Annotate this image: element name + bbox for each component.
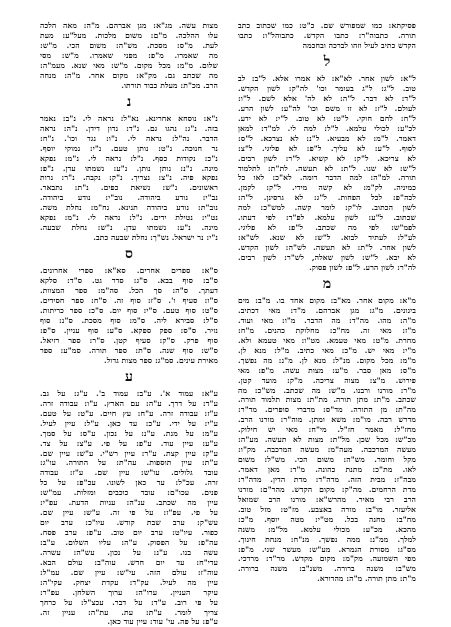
abbreviation-line: מינה. נ"ע: נשמתו עדן. נ"ש: נחלת שבעה. <box>40 223 218 233</box>
abbreviation-line: ראשונים. נ"ש: נשיאת כפים. נ"ת: נתבאר. <box>40 183 218 193</box>
abbreviation-section <box>40 115 218 242</box>
abbreviation-line: צריך לומר. ע"ת: עת. עת"ה: עניין זה. <box>40 607 218 617</box>
abbreviation-line: מ"א: מקום אחר. מא"ב: מקום אחד בו. מ"ב: מים <box>238 296 416 306</box>
abbreviation-section <box>238 297 416 583</box>
abbreviation-line: מחז"ל: מאמר חז"ל. מי"ח: מאי יש חילוק. <box>238 425 416 435</box>
abbreviation-line: לכ"ע: לכולי עלמא. ל"ל: למה לי. למ"ד: למאן <box>238 123 416 133</box>
abbreviation-line: מה"ת: מן התורה. מד"ס: מדברי סופרים. מד"ר: <box>238 405 416 415</box>
abbreviation-line: עיקר העניין. ערו"ה: ערוך השלחן. עפ"ר: <box>40 587 218 597</box>
abbreviation-line: לאו. מת"כ: מתנת כהונה. מ"ד: מאן דאמר. <box>238 465 416 474</box>
abbreviation-line: נ"א: נוסחא אחרינא. נא"ל: נראה לי. נ"ב: נאמר <box>40 113 218 123</box>
abbreviation-line: נב"י: נודע ביהודה. נוב"י: נודע ביהודה. <box>40 193 218 203</box>
abbreviation-line: נט"י: נטילת ידים. נ"ל: נראה לי. נ"מ: נפקא <box>40 213 218 223</box>
abbreviation-line: לסוף. ל"ע: לא עליך. ל"פ: לא פליגי. ל"צ: <box>238 143 416 153</box>
abbreviation-line: ע"מ: על מנת. ע"נ: על נכון. ע"ס: על סמך. <box>40 428 218 438</box>
abbreviation-line: מש"ב: משנה ברורה. משנ"ב: משנה ברורה. <box>238 564 416 574</box>
abbreviation-section <box>238 22 416 50</box>
abbreviation-line: לעת. מ"ס: מסכת. מש"ה: משום הכי. מ"ש: <box>40 40 218 50</box>
abbreviation-line: תורה. למ"ה: למה הדבר דומה. לא"כ: לאו כל <box>238 173 416 183</box>
abbreviation-line: מ"מ: מכל מקום. מנ"ל: מנא לן. מ"נ: מה נפשך. <box>238 355 416 365</box>
abbreviation-line: מ"י: מאי יש. מ"כ: מאי כתיב. מ"ל: מנא לן. <box>238 345 416 355</box>
abbreviation-line: נזיר. ס"ס: ספק ספקא. ס"ע: סוף עניין. ס"פ: <box>40 325 218 335</box>
abbreviation-line: מעשה המרכבה. מעה"מ: מעשה המרכבה. מק"ו: <box>238 445 416 455</box>
abbreviation-line: נר חנוכה. נ"ט: נותן טעם. נ"י: נמוקי יוסף. <box>40 143 218 153</box>
right-column <box>238 22 416 590</box>
abbreviation-line: מינה. נ"נ: נותן נותן. נ"ע: נשמתו עדן. נ"פ: <box>40 163 218 173</box>
abbreviation-line: נ"כ: נקודות כסף. נ"ל: נראה לי. נ"מ: נפקא <box>40 153 218 163</box>
abbreviation-line: עה"פ: על הפסוק. ע"ה: עליו השלום. ע"ב: <box>40 537 218 547</box>
abbreviation-line: בזה. נ"ג: נהגו גם. נ"ד: נדון דידן. נ"ה: נראה <box>40 123 218 133</box>
abbreviation-line: ע"י: על ידי. ע"כ: עד כאן. ע"ל: עיין לעיל. <box>40 418 218 428</box>
abbreviation-line: מדרש רבה. מו"מ: משא ומתן. מוה"ר: מורנו הרב. <box>238 415 416 425</box>
abbreviation-line: מ"ס: מאן סבר. מ"ע: מצות עשה. מ"פ: מאי <box>238 365 416 375</box>
abbreviation-line: לשון אחר. ל"ת: לא תעשה. לש"ה: לשון הקדש. <box>238 243 416 252</box>
abbreviation-line: לכה"פ: לכל הפחות. ל"ג: לא גרסינן. ל"ה: <box>238 193 416 203</box>
abbreviation-line: ע"א: עמוד א'. ע"ב: עמוד ב'. ע"ג: על גב. <box>40 388 218 398</box>
abbreviation-line: כמיניה. לק"מ: לא קשה מידי. ל"ק: לקמן. <box>238 183 416 193</box>
abbreviation-line: לע"ל: לעתיד לבוא. ל"ש: לא שנא. לש"א: <box>238 233 416 243</box>
abbreviation-line: לעולם. ל"ז: לא זז משם וכו' לה"ע: לשון הרע. <box>238 103 416 113</box>
abbreviation-line: כפור. עיו"ט: ערב יום טוב. ע"פ: ערב פסח. <box>40 528 218 537</box>
abbreviation-line: לא יבא. ל"ש: לשון שאלה, לש"ר: לשון רבים. <box>238 252 416 262</box>
abbreviation-line: עוה"ז: עולם הזה. עי"ש: עיין שם. עמ"ל: <box>40 567 218 577</box>
abbreviation-line: ס"ל: סבירא ליה. ס"מ: סוף מסכת. ס"נ: סוף <box>40 315 218 325</box>
abbreviation-line: מח"ב: מחנה בכל. מט"י: מטה יוסף. מ"כ: <box>238 514 416 524</box>
abbreviation-line: הרב. מכ"ת: מעלת כבוד תורתו. <box>121 80 218 90</box>
abbreviation-line: הקדש כתיב לעיל וזהו לברכה ובחכמה <box>302 40 416 50</box>
abbreviation-line: מאירת עינים. סמ"ג: ספר מצות גדול. <box>104 355 218 365</box>
abbreviation-line: זרה. עכ"ל: עד כאן לשונו. עכ"פ: על כל <box>40 478 218 488</box>
abbreviation-line: עדי"ח: עד יום חדש. עוה"ב: עולם הבא. <box>40 557 218 567</box>
abbreviation-line: בינונים. מ"ג: מגן אברהם. מ"ד: מאי דכתיב. <box>238 306 416 315</box>
abbreviation-line: נ"י: נר ישראל. נש"ך: נחלת שבעה כתב. <box>93 233 218 243</box>
abbreviation-line: עיין מה לעיל. עק"ד: עקדת יצחק. עקי"ה: <box>40 577 218 587</box>
abbreviation-line: ס"א: ספרים אחרים. סא"א: ספרי אחרונים. <box>40 266 218 276</box>
abbreviation-line: ל"א: לשון אחר. לא"א: לא אמרו אלא. ל"ב: לב <box>238 74 416 84</box>
abbreviation-line: למלך. ממ"נ: ממה נפשך. מנ"ח: מנחת חינוך. <box>238 534 416 544</box>
abbreviation-line: מכ"ש: מכל שכן. מל"ת: מצות לא תעשה. מע"ה: <box>238 435 416 445</box>
abbreviation-line: לה"ר: לשון הרע. ל"פ: לשון פסוק. <box>309 262 416 272</box>
abbreviation-line: עובד גלולים. עו"ש: עיין שם. ע"ז: עבודה <box>40 468 218 478</box>
abbreviation-line: ס"ט: סוף טעם. ס"י: סוף יום. ס"כ: ספר כריתות. <box>40 306 218 315</box>
abbreviation-line: עש"ק: ערב שבת קודש. עיו"כ: ערב יום <box>40 518 218 528</box>
abbreviation-line: עיין מה שכתב. ענ"ה: עניות הדעת. עפ"י: <box>40 498 218 508</box>
abbreviation-line: ל"ש: לא שנו. ל"ת: לא תעשה. לת"ת: לתלמוד <box>238 163 416 173</box>
abbreviation-line: מה שכתב גם. מק"א: מקום אחר. מ"ה: מנחה <box>40 70 218 80</box>
abbreviation-section <box>40 22 218 90</box>
abbreviation-line: מה שאמרו. מ"פ: מפני שאמרו. מ"ש: מסי <box>40 50 218 60</box>
abbreviation-line: לפמ"ש: לפי מה שכתב. ל"פ: לא פליגי. <box>238 223 416 233</box>
abbreviation-line: עשה בנו. ע"נ: על נכון. עש"ה: עשרה. <box>40 547 218 557</box>
abbreviation-line: ע"פ: על פה. עי' עוד: עיין עוד כאן. <box>107 617 218 627</box>
abbreviation-line: מ"ר: מורנו ורבנו. מ"ש: מה שכתב. מש"כ: מה <box>238 385 416 395</box>
abbreviation-line: על פי רוב. ע"ד: על דבר. עכצ"ל: על כרחך <box>40 597 218 607</box>
abbreviation-line: מהכא. מכ"ע: מכולי עלמא. מל"מ: משנה <box>238 524 416 534</box>
abbreviation-line: עלו ההלכה. מ"ם: משום מלכות. מעל"ע: מעת <box>40 30 218 40</box>
abbreviation-line: ע"ז: עבודה זרה. ע"ח: עץ חיים. ע"ט: על טעם. <box>40 408 218 418</box>
abbreviation-line: מס"ג: מסורת הגמרא. מע"ש: מעשר שני. מ"פ: <box>238 544 416 554</box>
abbreviation-line: שלום. מ"מ: מכל מקום. מ"ש: מאי שנא. מעמ"ה: <box>40 60 218 70</box>
abbreviation-line: ע"ד: על דרך. ע"ה: עם הארץ. ע"ו: עבודה זרה. <box>40 398 218 408</box>
abbreviation-line: לשון הכתוב. לו"ק: לומר קשה. למש"כ: למה <box>238 203 416 213</box>
abbreviation-line: מ"ה: מהו. מה"ד: מה הדבר. מ"ו: מאי ועוד. <box>238 315 416 325</box>
abbreviation-line: מ"ז: מאי זה. מח"כ: מחלוקת כהנים. מ"ח: <box>238 325 416 335</box>
abbreviation-line: פנים. עכו"ם: עובד כוכבים ומזלות. עמ"ש: <box>40 488 218 498</box>
abbreviation-line: ע"ת: עיין תוספות. עה"ת: על התורה. עו"ג: <box>40 458 218 468</box>
abbreviation-line: נוב"ת: נודע ביהודה תנינא. נח"מ: נחלת משה. <box>40 203 218 213</box>
section-letter-heading: נ <box>126 93 132 110</box>
dictionary-page <box>40 21 416 627</box>
abbreviation-line: מחרת. מ"ט: מאי טעמא. מט"ו: מאי טעמא ולא. <box>238 335 416 345</box>
abbreviation-line: נפקא פיה. נ"צ: נצריך. נ"ק: נקבה. נ"ר: נרות <box>40 173 218 183</box>
abbreviation-line: סוף פרק. ס"ק: סעיף קטן. ס"ר: ספר רזיאל. <box>40 335 218 345</box>
abbreviation-line: ע"ק: עיין קצת. ע"ר: עיין רש"י. ע"ש: עיין שם. <box>40 448 218 458</box>
left-column <box>40 21 218 627</box>
abbreviation-line: דאמר. ל"מ: לא מבעיא. ל"נ: לא נצרכא. ל"ס: <box>238 133 416 143</box>
abbreviation-line: ל"ח: לחם חוקי. ל"ט: לא טוב. ל"י: לא ידע. <box>238 113 416 123</box>
abbreviation-line: פירוש. מ"צ: מצוה צריכה. מ"ק: מועד קטן. <box>238 375 416 385</box>
section-letter-heading: ס <box>125 246 133 263</box>
abbreviation-line: ע"ע: עיין עוד. ע"פ: על פי. ע"צ: על צד. <box>40 438 218 448</box>
abbreviation-line: מ"ת: מתן תורה. מ"ה: מהדורא. <box>317 574 416 584</box>
abbreviation-section <box>40 267 218 365</box>
abbreviation-line: ס"ו: סעיף ו'. ס"ז: סוף זה. ס"ח: ספר חסידים. <box>40 296 218 306</box>
abbreviation-line: אליעזר. מו"ב: מורה באצבע. מז"ט: מזל טוב. <box>238 504 416 514</box>
abbreviation-line: טוב. ל"ג: ל"ג בעומר וכו' לה"ק: לשון הקדש. <box>238 84 416 93</box>
abbreviation-line: דעתך. ס"ה: סך הכל. סה"מ: ספר המצוות. <box>40 286 218 296</box>
abbreviation-line: ל"ד: לא דבר. ל"ה: לא לה' אלא לשם. ל"ו: <box>238 93 416 103</box>
abbreviation-line: תורה. כתבוה"ר: כתבו הקדש. כתבוהל"ו: כתבו <box>238 30 416 40</box>
abbreviation-line: על פי. עפ"ז: על פי זה. ע"ש: עיין שם. <box>40 508 218 518</box>
abbreviation-line: הדבר. נה"ל: נראה לי. נ"ו: נגד וכו'. נ"ח: <box>40 133 218 143</box>
abbreviation-line: מפי השמועה. מק"מ: מקום מקדש. מר"ד: מרדכי. <box>238 554 416 564</box>
abbreviation-line: הרב רבי מאיר. מהרש"א: מורנו הרב שמואל <box>238 494 416 504</box>
abbreviation-section <box>40 390 218 627</box>
abbreviation-section <box>238 75 416 272</box>
abbreviation-line: שכתוב. ל"ע: לשון עלמא. לפ"ד: לפי דעתו. <box>238 213 416 223</box>
section-letter-heading: מ <box>322 276 332 293</box>
abbreviation-line: שכתב. מ"ת: מתן תורה. מת"ת: מצות תלמוד תורה. <box>238 395 416 405</box>
section-letter-heading: ל <box>323 54 331 71</box>
abbreviation-line: לא צריכא. ל"ק: לא קשיא. ל"ר: לשון רבים. <box>238 153 416 163</box>
abbreviation-line: ס"ב: סוף בבא. ס"ג: סדר גט. ס"ד: סלקא <box>40 276 218 286</box>
abbreviation-line: מקל וחומר. מש"ה: משום הכי. מש"ל: משום <box>238 455 416 465</box>
abbreviation-line: ס"ש: סוף שנה. ס"ת: ספר תורה. סמ"ע: ספר <box>40 345 218 355</box>
abbreviation-line: מדת הרחמים. מה"ק: מקום הקדש. מהר"ם: מורנו <box>238 484 416 494</box>
section-letter-heading: ע <box>125 368 133 385</box>
abbreviation-line: מבה"ז: מבית הזה. מדה"ד: מדת הדין. מדה"ר: <box>238 474 416 484</box>
abbreviation-line: מצות עשה. מג"א: מגן אברהם. מ"ה: מאה הלכה <box>40 21 218 30</box>
abbreviation-line: פסיקתא: כמו שמפורש שם. כ"ט: כמו שכתוב כתב <box>238 21 416 30</box>
